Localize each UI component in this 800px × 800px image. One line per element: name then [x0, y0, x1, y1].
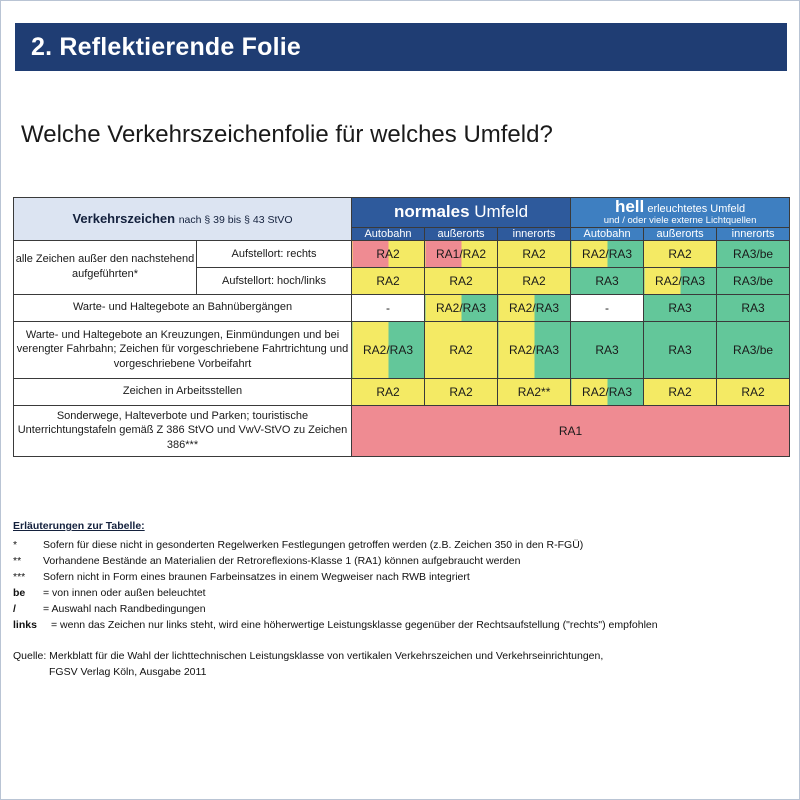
cell-r3-c3: RA3 [571, 321, 644, 378]
group-header-normal [352, 198, 571, 228]
cell-r0-c5: RA3/be [717, 240, 790, 267]
note-marker: * [13, 538, 18, 551]
group-header-normal-rest: Umfeld [469, 202, 529, 222]
slide-subtitle: Welche Verkehrszeichenfolie für welches Umfeld? [21, 121, 553, 148]
cell-r3-c1: RA2 [425, 321, 498, 378]
cell-r0-c1: RA1/RA2 [425, 240, 498, 267]
group-header-bright-note: und / oder viele externe Lichtquellen [603, 214, 757, 226]
note-item [13, 618, 793, 634]
source-citation [13, 649, 793, 681]
cell-r4-c0: RA2 [352, 378, 425, 405]
note-marker: ** [13, 554, 22, 567]
column-header-innerorts-hell: innerorts [717, 227, 790, 240]
note-marker: *** [13, 570, 26, 583]
group-header-bright-rest: erleuchtetes Umfeld [644, 203, 746, 215]
column-header-autobahn-hell: Autobahn [571, 227, 644, 240]
table-row [14, 294, 790, 321]
cell-r0-c2: RA2 [498, 240, 571, 267]
cell-r2-c2: RA2/RA3 [498, 294, 571, 321]
cell-r2-c3: - [571, 294, 644, 321]
row-label-bahnuebergaenge: Warte- und Haltegebote an Bahnübergängen [14, 294, 352, 321]
row-label-arbeitsstellen: Zeichen in Arbeitsstellen [14, 378, 352, 405]
cell-r1-c1: RA2 [425, 267, 498, 294]
row-label-alle-zeichen: alle Zeichen außer den nachstehend aufgeführten* [14, 240, 197, 294]
note-text: = wenn das Zeichen nur links steht, wird eine höherwertige Leistungsklasse gegenüber der Rechtsaufstellung ("rechts") empfohlen [51, 618, 658, 631]
cell-r3-c0: RA2/RA3 [352, 321, 425, 378]
column-header-ausserorts-hell: außerorts [644, 227, 717, 240]
column-header-innerorts-normal: innerorts [498, 227, 571, 240]
table-row [14, 378, 790, 405]
group-header-normal-strong: normales [393, 202, 470, 222]
cell-r2-c5: RA3 [717, 294, 790, 321]
note-item [13, 570, 793, 586]
cell-r3-c4: RA3 [644, 321, 717, 378]
table-corner-header [14, 198, 352, 241]
note-item [13, 554, 793, 570]
cell-r1-c2: RA2 [498, 267, 571, 294]
notes-heading: Erläuterungen zur Tabelle: [13, 520, 145, 532]
cell-r1-c4: RA2/RA3 [644, 267, 717, 294]
group-header-bright [571, 198, 790, 228]
corner-title: Verkehrszeichen [72, 211, 176, 227]
row-label-kreuzungen: Warte- und Haltegebote an Kreuzungen, Einmündungen und bei verengter Fahrbahn; Zeichen für vorgeschriebene Fahrtrichtung und vorgeschriebene Vorbeifahrt [14, 321, 352, 378]
note-text: = von innen oder außen beleuchtet [43, 586, 206, 599]
cell-r4-c2: RA2** [498, 378, 571, 405]
table-row [14, 321, 790, 378]
source-line-1: Quelle: Merkblatt für die Wahl der lichttechnischen Leistungsklasse von vertikalen Verkehrszeichen und Verkehrseinrichtungen, [13, 650, 604, 662]
column-header-autobahn-normal: Autobahn [352, 227, 425, 240]
table-notes [13, 519, 793, 634]
note-text: Vorhandene Bestände an Materialien der Retroreflexions-Klasse 1 (RA1) können aufgebraucht werden [43, 554, 521, 567]
note-text: = Auswahl nach Randbedingungen [43, 602, 206, 615]
note-text: Sofern für diese nicht in gesonderten Regelwerken Festlegungen getroffen werden (z.B. Zeichen 350 in den R-FGÜ) [43, 538, 584, 551]
note-text: Sofern nicht in Form eines braunen Farbeinsatzes in einem Wegweiser nach RWB integriert [43, 570, 470, 583]
cell-r4-c5: RA2 [717, 378, 790, 405]
corner-subtitle: nach § 39 bis § 43 StVO [178, 214, 293, 227]
cell-r0-c0: RA2 [352, 240, 425, 267]
cell-sonderwege-ra1: RA1 [352, 405, 790, 456]
note-item [13, 538, 793, 554]
cell-r2-c1: RA2/RA3 [425, 294, 498, 321]
cell-r1-c5: RA3/be [717, 267, 790, 294]
cell-r3-c2: RA2/RA3 [498, 321, 571, 378]
note-marker: / [13, 602, 16, 615]
cell-r4-c1: RA2 [425, 378, 498, 405]
cell-r0-c3: RA2/RA3 [571, 240, 644, 267]
row-sublabel-aufstellort-rechts: Aufstellort: rechts [197, 240, 352, 267]
slide-title-bar [15, 23, 787, 71]
table-row [14, 405, 790, 456]
group-header-bright-strong: hell [614, 197, 645, 216]
cell-r3-c5: RA3/be [717, 321, 790, 378]
note-marker: links [13, 618, 37, 631]
cell-r1-c3: RA3 [571, 267, 644, 294]
source-line-2: FGSV Verlag Köln, Ausgabe 2011 [49, 665, 207, 678]
table-header-row-groups [14, 198, 790, 228]
cell-r2-c4: RA3 [644, 294, 717, 321]
note-marker: be [13, 586, 26, 599]
cell-r1-c0: RA2 [352, 267, 425, 294]
note-item [13, 602, 793, 618]
row-sublabel-aufstellort-hoch-links: Aufstellort: hoch/links [197, 267, 352, 294]
cell-r4-c3: RA2/RA3 [571, 378, 644, 405]
cell-r4-c4: RA2 [644, 378, 717, 405]
column-header-ausserorts-normal: außerorts [425, 227, 498, 240]
row-label-sonderwege: Sonderwege, Halteverbote und Parken; touristische Unterrichtungstafeln gemäß Z 386 StVO und VwV-StVO zu Zeichen 386*** [14, 405, 352, 456]
table-row [14, 240, 790, 267]
note-item [13, 586, 793, 602]
cell-r2-c0: - [352, 294, 425, 321]
page-title: 2. Reflektierende Folie [31, 32, 301, 61]
cell-r0-c4: RA2 [644, 240, 717, 267]
sign-film-matrix-table [13, 197, 790, 457]
